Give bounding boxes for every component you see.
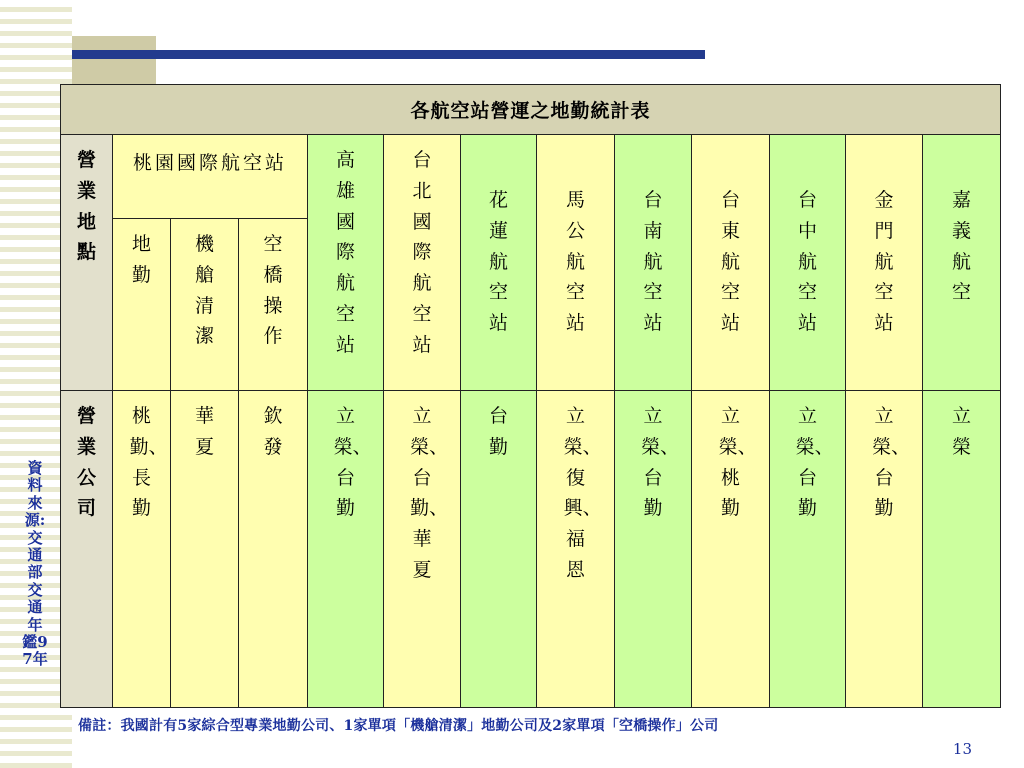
- taoyuan-sub-header: 空橋操作: [239, 219, 308, 391]
- company-cell: 立榮、台勤: [846, 391, 923, 708]
- company-cell: 立榮、桃勤: [692, 391, 770, 708]
- accent-bar: [72, 50, 705, 59]
- company-cell: 立榮、台勤: [615, 391, 692, 708]
- source-note: 資料來源:交通部交通年鑑97年: [22, 459, 48, 669]
- company-cell: 立榮: [923, 391, 1001, 708]
- airport-header: 台北國際航空站: [384, 135, 461, 391]
- table-title: 各航空站營運之地勤統計表: [61, 85, 1001, 135]
- airport-header: 台東航空站: [692, 135, 770, 391]
- row-header-location: 營業地點: [61, 135, 113, 391]
- company-cell: 桃勤、長勤: [113, 391, 171, 708]
- taoyuan-airport-header: 桃園國際航空站: [113, 135, 308, 219]
- company-cell: 立榮、台勤: [770, 391, 846, 708]
- airport-header: 花蓮航空站: [461, 135, 537, 391]
- taoyuan-sub-header: 機艙清潔: [171, 219, 239, 391]
- company-cell: 立榮、台勤、華夏: [384, 391, 461, 708]
- airport-header: 嘉義航空: [923, 135, 1001, 391]
- company-cell: 欽發: [239, 391, 308, 708]
- airport-header: 台中航空站: [770, 135, 846, 391]
- accent-square: [72, 36, 156, 88]
- airport-header: 台南航空站: [615, 135, 692, 391]
- airport-header: 高雄國際航空站: [308, 135, 384, 391]
- footnote: 備註：我國計有5家綜合型專業地勤公司、1家單項「機艙清潔」地勤公司及2家單項「空橋操作」公司: [78, 718, 719, 734]
- row-header-company: 營業公司: [61, 391, 113, 708]
- company-cell: 台勤: [461, 391, 537, 708]
- company-cell: 立榮、復興、福恩: [537, 391, 615, 708]
- stats-table: [60, 84, 1001, 708]
- airport-header: 馬公航空站: [537, 135, 615, 391]
- airport-header: 金門航空站: [846, 135, 923, 391]
- company-cell: 立榮、台勤: [308, 391, 384, 708]
- taoyuan-sub-header: 地勤: [113, 219, 171, 391]
- company-cell: 華夏: [171, 391, 239, 708]
- page-number: 13: [952, 740, 972, 758]
